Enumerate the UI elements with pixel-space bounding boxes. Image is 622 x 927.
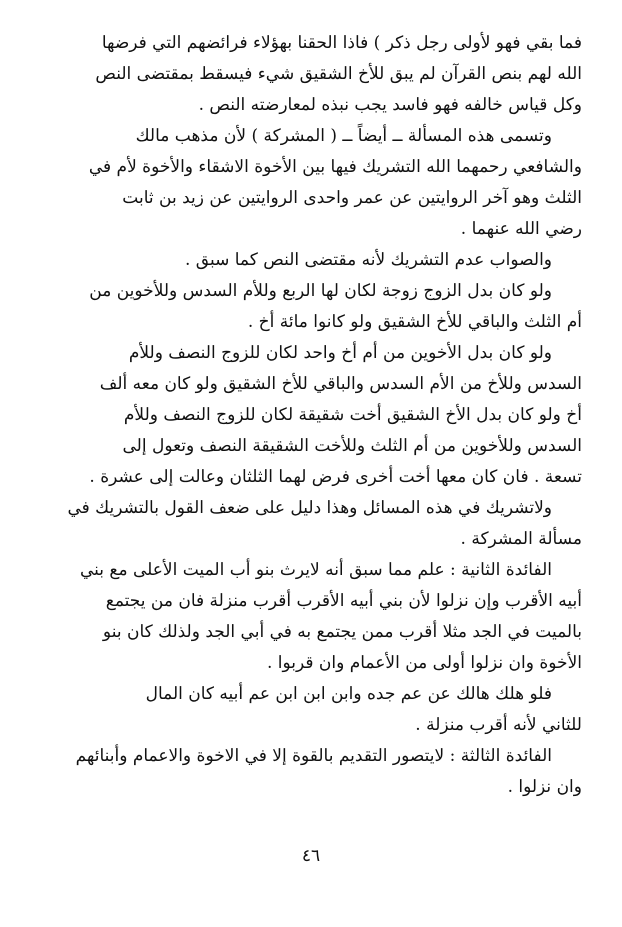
text-line: الأخوة وان نزلوا أولى من الأعمام وان قربوا . bbox=[266, 653, 582, 673]
text-line: مسألة المشركة . bbox=[460, 529, 582, 549]
text-line: وان نزلوا . bbox=[507, 777, 582, 797]
text-line: الفائدة الثالثة : لايتصور التقديم بالقوة إلا في الاخوة والاعمام وأبنائهم bbox=[75, 746, 552, 766]
text-line: الله لهم بنص القرآن لم يبق للأخ الشقيق شيء فيسقط بمقتضى النص bbox=[95, 64, 582, 84]
page-body-text bbox=[40, 28, 582, 803]
text-line: السدس وللأخ من الأم السدس والباقي للأخ الشقيق ولو كان معه ألف bbox=[99, 374, 582, 394]
text-line: وتسمى هذه المسألة ــ أيضاً ــ ( المشركة ) لأن مذهب مالك bbox=[135, 126, 552, 146]
text-line: ولاتشريك في هذه المسائل وهذا دليل على ضعف القول بالتشريك في bbox=[67, 498, 552, 518]
text-line: وكل قياس خالفه فهو فاسد يجب نبذه لمعارضته النص . bbox=[198, 95, 582, 115]
text-line: فلو هلك هالك عن عم جده وابن ابن ابن عم أبيه كان المال bbox=[145, 684, 552, 704]
text-line: ولو كان بدل الزوج زوجة لكان لها الربع وللأم السدس وللأخوين من bbox=[89, 281, 552, 301]
text-line: والشافعي رحمهما الله التشريك فيها بين الأخوة الاشقاء والأخوة لأم في bbox=[88, 157, 582, 177]
text-line: والصواب عدم التشريك لأنه مقتضى النص كما سبق . bbox=[184, 250, 552, 270]
text-line: فما بقي فهو لأولى رجل ذكر ) فاذا الحقنا بهؤلاء فرائضهم التي فرضها bbox=[101, 33, 582, 53]
text-line: الفائدة الثانية : علم مما سبق أنه لايرث بنو أب الميت الأعلى مع بني bbox=[79, 560, 552, 580]
text-line: السدس وللأخوين من أم الثلث وللأخت الشقيقة النصف وتعول إلى bbox=[122, 436, 582, 456]
text-line: أخ ولو كان بدل الأخ الشقيق أخت شقيقة لكان للزوج النصف وللأم bbox=[123, 405, 582, 425]
text-line: ولو كان بدل الأخوين من أم أخ واحد لكان للزوج النصف وللأم bbox=[128, 343, 552, 363]
text-line: أبيه الأقرب وإن نزلوا لأن بني أبيه الأقرب أقرب منزلة فان من يجتمع bbox=[105, 591, 582, 611]
page-number: ٤٦ bbox=[301, 846, 321, 866]
text-line: أم الثلث والباقي للأخ الشقيق ولو كانوا مائة أخ . bbox=[247, 312, 582, 332]
text-line: رضي الله عنهما . bbox=[460, 219, 582, 239]
text-line: تسعة . فان كان معها أخت أخرى فرض لهما الثلثان وعالت إلى عشرة . bbox=[89, 467, 582, 487]
text-line: الثلث وهو آخر الروايتين عن عمر واحدى الروايتين عن زيد بن ثابت bbox=[122, 188, 582, 208]
text-line: للثاني لأنه أقرب منزلة . bbox=[415, 715, 582, 735]
text-line: بالميت في الجد مثلا أقرب ممن يجتمع به في أبي الجد ولذلك كان بنو bbox=[102, 622, 582, 642]
